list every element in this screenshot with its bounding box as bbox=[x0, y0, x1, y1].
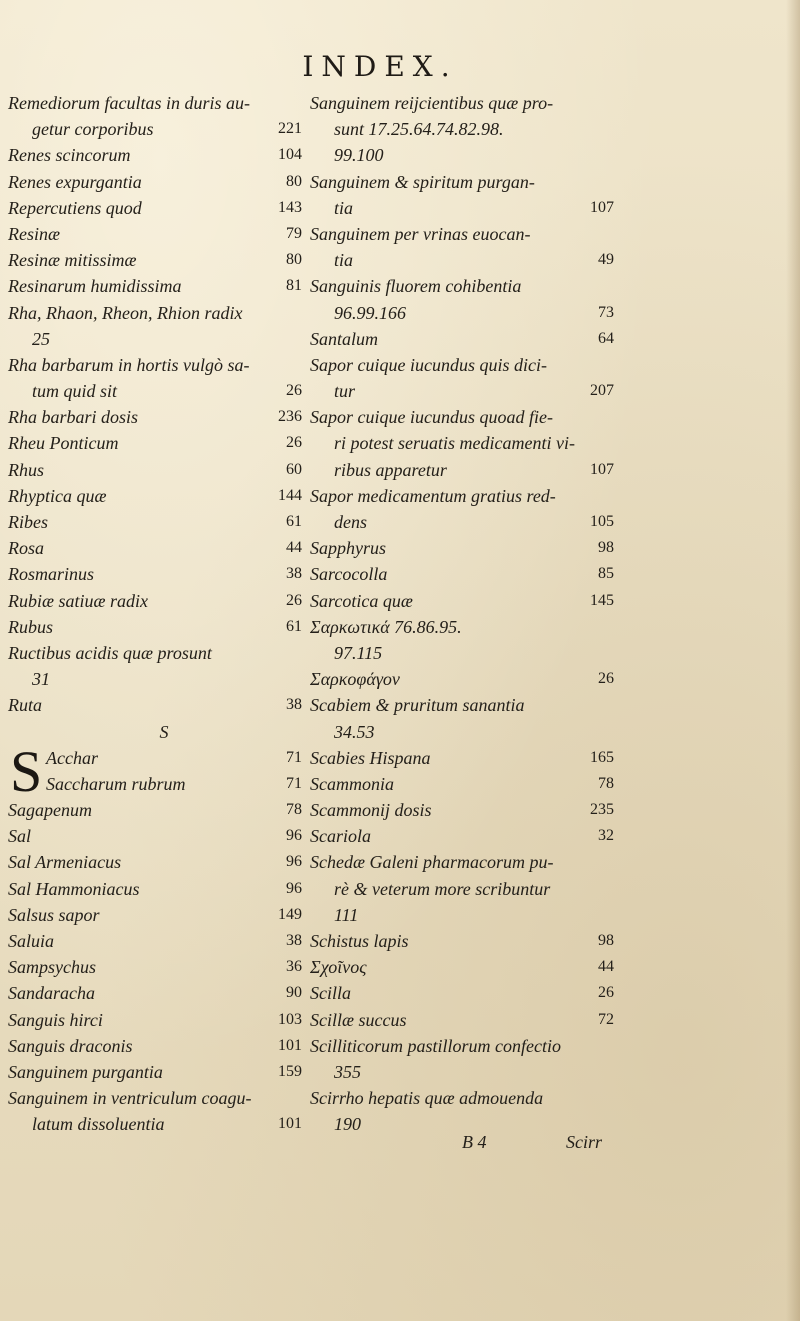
entry-line bbox=[8, 247, 308, 273]
index-entry bbox=[8, 404, 308, 430]
entry-text: Sanguinem per vrinas euocan- bbox=[310, 223, 531, 244]
index-entry bbox=[8, 1085, 308, 1137]
entry-page: 80 bbox=[286, 172, 302, 190]
entry-line bbox=[8, 142, 308, 168]
entry-text: Scirrho hepatis quæ admouenda bbox=[310, 1088, 544, 1109]
entry-page: 72 bbox=[598, 1010, 614, 1028]
entry-text: Schedæ Galeni pharmacorum pu- bbox=[310, 852, 554, 873]
index-entry bbox=[310, 169, 620, 221]
entry-line bbox=[310, 535, 620, 561]
entry-line bbox=[310, 954, 620, 980]
entry-text: Salsus sapor bbox=[8, 904, 100, 925]
entry-text: Σχοῖνος bbox=[310, 957, 367, 978]
entry-line bbox=[8, 352, 308, 378]
index-entry bbox=[8, 142, 308, 168]
entry-line bbox=[8, 980, 308, 1006]
page-title: INDEX. bbox=[302, 50, 458, 83]
entry-line bbox=[310, 326, 620, 352]
entry-page: 96 bbox=[286, 827, 302, 845]
entry-text: Scilliticorum pastillorum confectio bbox=[310, 1035, 561, 1056]
entry-line bbox=[8, 797, 308, 823]
entry-text: Rhus bbox=[8, 459, 44, 480]
entry-text: 96.99.166 bbox=[334, 302, 406, 323]
entry-text: Sal Armeniacus bbox=[8, 852, 122, 873]
entry-text: Scabiem & pruritum sanantia bbox=[310, 695, 525, 716]
entry-text: Sampsychus bbox=[8, 957, 96, 978]
entry-text: Sal bbox=[8, 826, 32, 847]
entry-line bbox=[8, 221, 308, 247]
entry-line bbox=[310, 90, 620, 116]
entry-text: 111 bbox=[334, 904, 359, 925]
entry-text: rè & veterum more scribuntur bbox=[334, 878, 551, 899]
index-entry bbox=[8, 692, 308, 718]
entry-page: 159 bbox=[278, 1062, 302, 1080]
dropcap: S bbox=[10, 738, 43, 804]
entry-text: Scabies Hispana bbox=[310, 747, 431, 768]
entry-line bbox=[8, 1085, 308, 1111]
index-entry bbox=[8, 352, 308, 404]
entry-line bbox=[8, 169, 308, 195]
entry-page: 96 bbox=[286, 853, 302, 871]
index-entry bbox=[310, 692, 620, 744]
entry-page: 104 bbox=[278, 146, 302, 164]
entry-page: 236 bbox=[278, 408, 302, 426]
entry-line bbox=[310, 614, 620, 640]
entry-text: Scammonij dosis bbox=[310, 800, 432, 821]
entry-text: Sanguinem & spiritum purgan- bbox=[310, 171, 535, 192]
index-entry bbox=[8, 954, 308, 980]
index-entry bbox=[8, 300, 308, 352]
entry-text: Ructibus acidis quæ prosunt bbox=[8, 642, 212, 663]
index-entry bbox=[310, 928, 620, 954]
entry-line bbox=[8, 692, 308, 718]
entry-line bbox=[8, 90, 308, 116]
entry-text: Ruta bbox=[8, 695, 42, 716]
index-entry bbox=[310, 849, 620, 928]
entry-text: Resinarum humidissima bbox=[8, 276, 182, 297]
index-entry bbox=[8, 1007, 308, 1033]
index-entry bbox=[310, 221, 620, 273]
entry-text: Rha, Rhaon, Rheon, Rhion radix bbox=[8, 302, 243, 323]
entry-page: 103 bbox=[278, 1010, 302, 1028]
entry-page: 26 bbox=[286, 591, 302, 609]
entry-line bbox=[8, 535, 308, 561]
entry-line bbox=[310, 221, 620, 247]
index-entry bbox=[310, 90, 620, 169]
entry-line bbox=[8, 902, 308, 928]
entry-text: getur corporibus bbox=[32, 119, 154, 140]
entry-text: Σαρκοφάγον bbox=[310, 669, 400, 690]
index-entry bbox=[8, 273, 308, 299]
entry-text: 25 bbox=[32, 328, 50, 349]
index-entry bbox=[8, 247, 308, 273]
entry-text: tum quid sit bbox=[32, 381, 118, 402]
entry-text: Scilla bbox=[310, 983, 351, 1004]
entry-text: Σαρκωτικά 76.86.95. bbox=[310, 616, 462, 637]
entry-page: 235 bbox=[590, 801, 614, 819]
entry-text: tur bbox=[334, 381, 356, 402]
index-entry bbox=[310, 771, 620, 797]
entry-line bbox=[8, 404, 308, 430]
entry-page: 144 bbox=[278, 486, 302, 504]
index-entry bbox=[310, 614, 620, 666]
entry-line bbox=[310, 483, 620, 509]
entry-line bbox=[310, 1033, 620, 1059]
entry-page: 207 bbox=[590, 382, 614, 400]
entry-text: 190 bbox=[334, 1114, 361, 1135]
index-entry bbox=[8, 221, 308, 247]
entry-line bbox=[310, 849, 620, 875]
index-entry bbox=[310, 588, 620, 614]
index-entry bbox=[310, 483, 620, 535]
entry-line bbox=[8, 430, 308, 456]
entry-page: 49 bbox=[598, 251, 614, 269]
entry-text: tia bbox=[334, 197, 354, 218]
entry-text: Repercutiens quod bbox=[8, 197, 142, 218]
left-s-entries bbox=[8, 797, 308, 1137]
index-entry bbox=[8, 849, 308, 875]
signature-mark: B 4 bbox=[462, 1132, 487, 1152]
entry-text: Rosa bbox=[8, 538, 44, 559]
index-entry bbox=[310, 352, 620, 404]
entry-line bbox=[310, 771, 620, 797]
index-entry bbox=[8, 902, 308, 928]
entry-text: 99.100 bbox=[334, 145, 384, 166]
right-s-entries bbox=[310, 90, 620, 1138]
index-entry bbox=[8, 195, 308, 221]
entry-line bbox=[8, 483, 308, 509]
page-edge-shadow bbox=[786, 0, 800, 1321]
entry-page: 98 bbox=[598, 932, 614, 949]
entry-page: 78 bbox=[286, 801, 302, 819]
index-entry bbox=[8, 797, 308, 823]
index-entry bbox=[8, 509, 308, 535]
entry-line bbox=[8, 823, 308, 849]
entry-text: ri potest seruatis medicamenti vi- bbox=[334, 433, 575, 454]
entry-line bbox=[8, 300, 308, 326]
entry-page: 32 bbox=[598, 827, 614, 845]
index-entry bbox=[310, 797, 620, 823]
entry-line bbox=[8, 1007, 308, 1033]
entry-text: Resinæ bbox=[8, 223, 60, 244]
entry-line bbox=[8, 273, 308, 299]
entry-page: 60 bbox=[286, 460, 302, 478]
entry-page: 44 bbox=[598, 958, 614, 976]
entry-line bbox=[8, 1111, 308, 1137]
index-entry bbox=[310, 745, 620, 771]
entry-text: Sapor cuique iucundus quis dici- bbox=[310, 354, 547, 375]
entry-line bbox=[310, 928, 620, 954]
index-entry bbox=[8, 588, 308, 614]
entry-line bbox=[310, 352, 620, 378]
entry-line bbox=[8, 876, 308, 902]
entry-line bbox=[310, 378, 620, 404]
entry-line bbox=[8, 378, 308, 404]
entry-line bbox=[310, 247, 620, 273]
entry-text: Saluia bbox=[8, 931, 55, 951]
entry-text: Sanguinem reijcientibus quæ pro- bbox=[310, 93, 554, 113]
entry-line bbox=[8, 928, 308, 954]
left-r-entries bbox=[8, 90, 308, 719]
index-entry bbox=[8, 614, 308, 640]
index-entry bbox=[310, 404, 620, 483]
index-entry bbox=[8, 823, 308, 849]
entry-text: Scariola bbox=[310, 826, 371, 847]
entry-text: Resinæ mitissimæ bbox=[8, 250, 137, 271]
entry-page: 107 bbox=[590, 198, 614, 216]
entry-line bbox=[310, 980, 620, 1006]
entry-text: Remediorum facultas in duris au- bbox=[8, 93, 250, 113]
entry-text: Santalum bbox=[310, 328, 379, 349]
entry-text: Sapphyrus bbox=[310, 538, 386, 559]
entry-line bbox=[310, 195, 620, 221]
entry-page: 221 bbox=[278, 120, 302, 138]
index-entry bbox=[8, 483, 308, 509]
index-entry bbox=[310, 980, 620, 1006]
entry-text: 34.53 bbox=[334, 721, 375, 742]
index-entry bbox=[310, 666, 620, 692]
entry-text: Renes scincorum bbox=[8, 145, 131, 166]
entry-line bbox=[8, 849, 308, 875]
index-entry bbox=[310, 1033, 620, 1085]
entry-page: 38 bbox=[286, 932, 302, 949]
entry-page: 26 bbox=[598, 984, 614, 1002]
index-entry bbox=[8, 457, 308, 483]
entry-text: Scammonia bbox=[310, 773, 394, 794]
entry-text: latum dissoluentia bbox=[32, 1114, 165, 1135]
entry-line bbox=[310, 509, 620, 535]
entry-line bbox=[8, 457, 308, 483]
entry-page: 78 bbox=[598, 774, 614, 792]
entry-line bbox=[8, 614, 308, 640]
entry-text: 355 bbox=[334, 1061, 361, 1082]
entry-text: Rha barbari dosis bbox=[8, 407, 139, 428]
entry-text: Rubus bbox=[8, 616, 53, 637]
entry-page: 79 bbox=[286, 224, 302, 242]
entry-page: 73 bbox=[598, 303, 614, 321]
entry-line bbox=[8, 954, 308, 980]
entry-page: 80 bbox=[286, 251, 302, 269]
entry-page: 149 bbox=[278, 905, 302, 923]
catchword: Scirr bbox=[566, 1132, 602, 1152]
entry-text: Sagapenum bbox=[8, 800, 92, 821]
entry-line bbox=[310, 745, 620, 771]
entry-line bbox=[310, 692, 620, 718]
entry-page: 98 bbox=[598, 539, 614, 557]
entry-text: tia bbox=[334, 250, 354, 271]
entry-text: Rubiæ satiuæ radix bbox=[8, 590, 149, 611]
entry-text: ribus apparetur bbox=[334, 459, 447, 480]
entry-text: Schistus lapis bbox=[310, 931, 409, 951]
entry-page: 107 bbox=[590, 460, 614, 478]
entry-line bbox=[310, 666, 620, 692]
entry-text: Sanguis draconis bbox=[8, 1035, 133, 1056]
index-entry bbox=[8, 1059, 308, 1085]
entry-text: 97.115 bbox=[334, 642, 383, 663]
entry-line bbox=[310, 457, 620, 483]
entry-line bbox=[8, 326, 308, 352]
entry-line bbox=[310, 404, 620, 430]
entry-text: Sapor medicamentum gratius red- bbox=[310, 485, 556, 506]
index-entry bbox=[8, 928, 308, 954]
left-column bbox=[8, 90, 308, 1138]
index-entry bbox=[8, 745, 308, 771]
index-entry bbox=[310, 535, 620, 561]
entry-text: sunt 17.25.64.74.82.98. bbox=[334, 119, 504, 140]
index-entry bbox=[8, 640, 308, 692]
entry-page: 101 bbox=[278, 1115, 302, 1133]
entry-page: 26 bbox=[598, 670, 614, 688]
entry-text: Rhyptica quæ bbox=[8, 485, 107, 506]
entry-page: 38 bbox=[286, 696, 302, 714]
entry-text: Sal Hammoniacus bbox=[8, 878, 140, 899]
entry-line bbox=[8, 1059, 308, 1085]
entry-page: 85 bbox=[598, 565, 614, 583]
index-entry bbox=[310, 561, 620, 587]
entry-page: 96 bbox=[286, 879, 302, 897]
entry-text: Ribes bbox=[8, 512, 48, 532]
entry-text: Sarcotica quæ bbox=[310, 590, 413, 611]
entry-page: 105 bbox=[590, 513, 614, 530]
entry-page: 36 bbox=[286, 958, 302, 976]
entry-line bbox=[310, 876, 620, 902]
entry-line bbox=[8, 640, 308, 666]
entry-page: 64 bbox=[598, 329, 614, 347]
entry-text: Sapor cuique iucundus quoad fie- bbox=[310, 407, 553, 428]
entry-page: 61 bbox=[286, 617, 302, 635]
entry-line bbox=[310, 823, 620, 849]
entry-line bbox=[310, 902, 620, 928]
entry-page: 61 bbox=[286, 513, 302, 530]
entry-page: 90 bbox=[286, 984, 302, 1002]
entry-line bbox=[8, 1033, 308, 1059]
entry-text: Renes expurgantia bbox=[8, 171, 142, 192]
entry-page: 165 bbox=[590, 748, 614, 766]
entry-line bbox=[8, 561, 308, 587]
entry-line bbox=[310, 719, 620, 745]
entry-text: 31 bbox=[32, 669, 50, 690]
index-entry bbox=[8, 430, 308, 456]
entry-line bbox=[310, 1007, 620, 1033]
entry-page: 81 bbox=[286, 277, 302, 295]
entry-text: Rheu Ponticum bbox=[8, 433, 119, 454]
section-letter: S bbox=[159, 721, 169, 742]
entry-page: 145 bbox=[590, 591, 614, 609]
index-entry bbox=[8, 876, 308, 902]
entry-text: Sanguis hirci bbox=[8, 1009, 103, 1030]
entry-line bbox=[310, 273, 620, 299]
index-entry bbox=[8, 90, 308, 142]
entry-line bbox=[310, 430, 620, 456]
entry-line bbox=[310, 142, 620, 168]
entry-text: Saccharum rubrum bbox=[46, 773, 186, 794]
index-entry bbox=[8, 561, 308, 587]
entry-text: Scillæ succus bbox=[310, 1009, 407, 1030]
entry-line bbox=[310, 797, 620, 823]
entry-text: Sanguinis fluorem cohibentia bbox=[310, 276, 522, 297]
entry-text: Sarcocolla bbox=[310, 564, 388, 585]
entry-page: 38 bbox=[286, 565, 302, 583]
entry-page: 26 bbox=[286, 434, 302, 452]
entry-text: Sanguinem in ventriculum coagu- bbox=[8, 1088, 252, 1109]
entry-page: 101 bbox=[278, 1036, 302, 1054]
entry-line bbox=[310, 1085, 620, 1111]
index-entry bbox=[8, 771, 308, 797]
entry-text: dens bbox=[334, 512, 367, 532]
index-entry bbox=[310, 273, 620, 325]
entry-line bbox=[8, 116, 308, 142]
entry-page: 143 bbox=[278, 198, 302, 216]
index-entry bbox=[8, 169, 308, 195]
index-entry bbox=[310, 1007, 620, 1033]
entry-line bbox=[310, 300, 620, 326]
index-entry bbox=[310, 326, 620, 352]
index-entry bbox=[8, 535, 308, 561]
index-entry bbox=[8, 980, 308, 1006]
index-entry bbox=[8, 1033, 308, 1059]
entry-page: 44 bbox=[286, 539, 302, 557]
entry-text: Sanguinem purgantia bbox=[8, 1061, 163, 1082]
entry-line bbox=[8, 666, 308, 692]
dropcap-entry-group bbox=[8, 738, 308, 804]
entry-line bbox=[310, 561, 620, 587]
entry-line bbox=[310, 588, 620, 614]
entry-text: Acchar bbox=[46, 747, 98, 768]
entry-text: Rha barbarum in hortis vulgò sa- bbox=[8, 354, 250, 375]
index-entry bbox=[310, 954, 620, 980]
entry-text: Sandaracha bbox=[8, 983, 95, 1004]
entry-page: 26 bbox=[286, 382, 302, 400]
index-entry bbox=[310, 823, 620, 849]
entry-line bbox=[8, 588, 308, 614]
right-column bbox=[310, 90, 620, 1138]
entry-line bbox=[8, 509, 308, 535]
entry-text: Rosmarinus bbox=[8, 564, 95, 585]
entry-page: 71 bbox=[286, 774, 302, 792]
entry-line bbox=[310, 1059, 620, 1085]
index-entry bbox=[310, 1085, 620, 1137]
entry-line bbox=[310, 169, 620, 195]
entry-line bbox=[8, 195, 308, 221]
entry-page: 71 bbox=[286, 748, 302, 766]
entry-line bbox=[310, 640, 620, 666]
entry-line bbox=[310, 116, 620, 142]
